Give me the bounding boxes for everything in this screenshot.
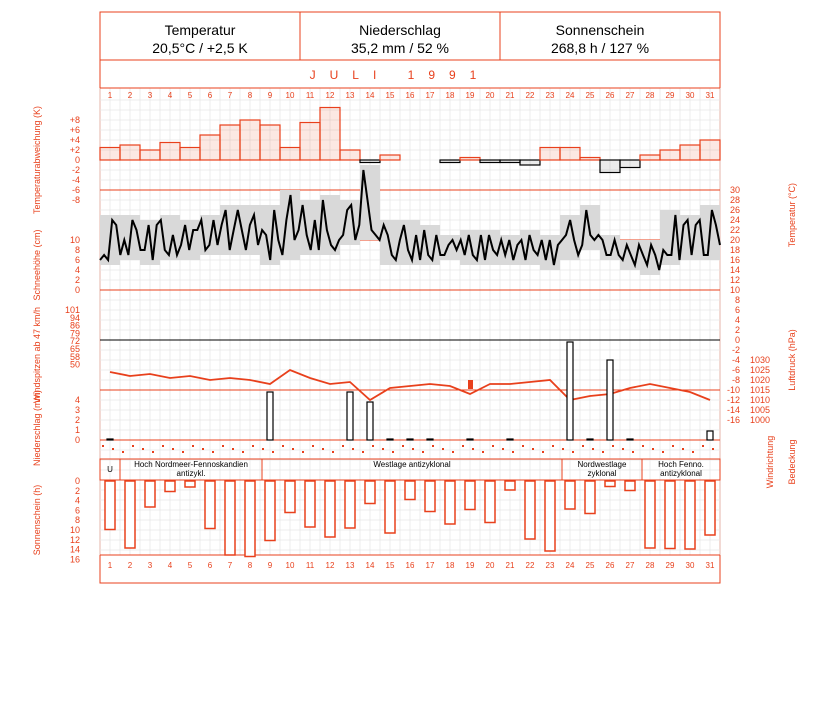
tick-temperature: 12 <box>729 275 740 285</box>
tick-wind: 79 <box>69 328 80 339</box>
tick-precip: 4 <box>74 395 80 405</box>
weather-type-label: Nordwestlage zyklonal <box>577 460 627 478</box>
tick-temp-low: 4 <box>734 315 740 325</box>
day-label: 9 <box>267 91 273 100</box>
tick-temp-low: -16 <box>726 415 740 425</box>
day-label: 22 <box>525 561 535 570</box>
day-label: 6 <box>207 91 213 100</box>
day-label: 10 <box>285 561 295 570</box>
cloud-cover-dot <box>642 445 644 447</box>
axis-label-sun: Sonnenschein (h) <box>32 484 42 556</box>
day-label: 28 <box>645 91 655 100</box>
day-label: 16 <box>405 91 415 100</box>
cloud-cover-dot <box>392 451 394 453</box>
header-temperature-value: 20,5°C / +2,5 K <box>152 40 248 56</box>
day-label: 12 <box>325 91 335 100</box>
cloud-cover-dot <box>592 448 594 450</box>
temp-anomaly-bar <box>320 108 340 161</box>
tick-sun: 16 <box>69 554 80 565</box>
day-label: 26 <box>605 91 615 100</box>
cloud-cover-dot <box>102 445 104 447</box>
day-label: 31 <box>705 91 715 100</box>
axis-label-snow: Schneehöhe (cm) <box>32 229 42 301</box>
cloud-cover-dot <box>242 451 244 453</box>
precipitation-bar <box>347 392 353 440</box>
tick-wind: 94 <box>69 312 80 323</box>
cloud-cover-dot <box>402 445 404 447</box>
day-label: 25 <box>585 91 595 100</box>
temp-anomaly-bar <box>380 155 400 160</box>
cloud-cover-dot <box>332 451 334 453</box>
cloud-cover-dot <box>192 445 194 447</box>
tick-wind: 50 <box>69 359 80 370</box>
cloud-cover-dot <box>572 451 574 453</box>
cloud-cover-dot <box>262 448 264 450</box>
cloud-cover-dot <box>212 451 214 453</box>
sunshine-bar <box>165 481 175 492</box>
precipitation-bar <box>627 439 633 440</box>
cloud-cover-dot <box>382 448 384 450</box>
day-label: 13 <box>345 561 355 570</box>
header-sunshine-value: 268,8 h / 127 % <box>550 40 650 56</box>
axis-label-temp-anomaly: Temperaturabweichung (K) <box>32 105 42 215</box>
day-label: 2 <box>127 91 133 100</box>
cloud-cover-dot <box>182 451 184 453</box>
cloud-cover-dot <box>302 451 304 453</box>
cloud-cover-dot <box>322 448 324 450</box>
day-label: 18 <box>445 91 455 100</box>
day-label: 4 <box>167 91 173 100</box>
tick-temperature: 10 <box>729 285 740 295</box>
day-label: 1 <box>107 561 113 570</box>
tick-snow: 4 <box>74 265 80 275</box>
tick-sun: 8 <box>74 515 80 526</box>
tick-temp-low: -14 <box>726 405 740 415</box>
sunshine-bar <box>285 481 295 513</box>
cloud-cover-dot <box>412 448 414 450</box>
day-label: 19 <box>465 561 475 570</box>
sunshine-bar <box>505 481 515 490</box>
cloud-cover-dot <box>692 451 694 453</box>
tick-temperature: 18 <box>729 245 740 255</box>
day-label: 30 <box>685 561 695 570</box>
day-label: 6 <box>207 561 213 570</box>
axis-label-cloud-cover: Bedeckung <box>787 439 797 485</box>
day-label: 31 <box>705 561 715 570</box>
cloud-cover-dot <box>632 451 634 453</box>
temp-anomaly-bar <box>680 145 700 160</box>
temp-anomaly-bar <box>520 160 540 165</box>
day-label: 22 <box>525 91 535 100</box>
day-label: 10 <box>285 91 295 100</box>
day-label: 8 <box>247 561 253 570</box>
day-label: 14 <box>365 561 375 570</box>
sunshine-bar <box>205 481 215 529</box>
sunshine-bar <box>665 481 675 549</box>
cloud-cover-dot <box>672 445 674 447</box>
day-label: 7 <box>227 561 233 570</box>
cloud-cover-dot <box>492 445 494 447</box>
day-label: 20 <box>485 91 495 100</box>
sunshine-bar <box>325 481 335 537</box>
cloud-cover-dot <box>112 448 114 450</box>
sunshine-bar <box>645 481 655 548</box>
cloud-cover-dot <box>272 451 274 453</box>
tick-temp-low: -6 <box>731 365 740 375</box>
tick-snow: 8 <box>74 245 80 255</box>
header-precipitation-label: Niederschlag <box>359 22 441 38</box>
cloud-cover-dot <box>512 451 514 453</box>
temp-anomaly-bar <box>300 123 320 161</box>
tick-temp-low: 6 <box>734 305 740 315</box>
weather-type-label: U <box>107 465 113 474</box>
tick-pressure: 1025 <box>749 365 770 375</box>
tick-anomaly: 0 <box>74 155 80 165</box>
day-label: 8 <box>247 91 253 100</box>
temp-anomaly-bar <box>220 125 240 160</box>
day-label: 25 <box>585 561 595 570</box>
cloud-cover-dot <box>662 451 664 453</box>
day-label: 15 <box>385 91 395 100</box>
cloud-cover-dot <box>712 448 714 450</box>
tick-temperature: 20 <box>729 235 740 245</box>
tick-precip: 3 <box>74 405 80 415</box>
day-label: 29 <box>665 91 675 100</box>
cloud-cover-dot <box>362 451 364 453</box>
sunshine-bar <box>625 481 635 491</box>
cloud-cover-dot <box>542 451 544 453</box>
axis-label-precip: Niederschlag (mm) <box>32 389 42 467</box>
temp-anomaly-bar <box>480 160 500 163</box>
cloud-cover-dot <box>532 448 534 450</box>
day-label: 27 <box>625 91 635 100</box>
temp-anomaly-bar <box>240 120 260 160</box>
temp-anomaly-bar <box>560 148 580 161</box>
sunshine-bar <box>565 481 575 509</box>
day-label: 27 <box>625 561 635 570</box>
day-label: 21 <box>505 561 515 570</box>
sunshine-bar <box>125 481 135 548</box>
temp-anomaly-bar <box>260 125 280 160</box>
tick-anomaly: -6 <box>71 185 80 195</box>
cloud-cover-dot <box>502 448 504 450</box>
tick-pressure: 1020 <box>749 375 770 385</box>
tick-wind: 58 <box>69 351 80 362</box>
day-label: 17 <box>425 91 435 100</box>
tick-temperature: 22 <box>729 225 740 235</box>
tick-anomaly: +4 <box>69 135 80 145</box>
temp-anomaly-bar <box>540 148 560 161</box>
tick-pressure: 1010 <box>749 395 770 405</box>
temp-anomaly-bar <box>460 158 480 161</box>
day-label: 24 <box>565 561 575 570</box>
weather-type-label: Westlage antizyklonal <box>373 460 451 469</box>
sunshine-bar <box>145 481 155 507</box>
day-label: 26 <box>605 561 615 570</box>
sunshine-bar <box>465 481 475 510</box>
day-label: 11 <box>305 91 315 100</box>
precipitation-bar <box>367 402 373 440</box>
tick-anomaly: +6 <box>69 125 80 135</box>
day-label: 14 <box>365 91 375 100</box>
temp-anomaly-bar <box>120 145 140 160</box>
tick-snow: 6 <box>74 255 80 265</box>
tick-anomaly: -4 <box>71 175 80 185</box>
cloud-cover-dot <box>602 451 604 453</box>
tick-sun: 0 <box>74 476 80 486</box>
sunshine-bar <box>685 481 695 549</box>
sunshine-bar <box>365 481 375 504</box>
tick-snow: 0 <box>74 285 80 295</box>
tick-anomaly: +8 <box>69 115 80 125</box>
sunshine-bar <box>445 481 455 524</box>
sunshine-bar <box>545 481 555 551</box>
day-label: 1 <box>107 91 113 100</box>
tick-snow: 10 <box>69 235 80 245</box>
temp-anomaly-bar <box>600 160 620 173</box>
tick-sun: 6 <box>74 505 80 516</box>
sunshine-bar <box>585 481 595 514</box>
weather-type-label: Hoch Fenno. antizyklonal <box>658 460 704 478</box>
precipitation-bar <box>107 439 113 440</box>
precipitation-bar <box>587 439 593 440</box>
tick-temp-low: -8 <box>731 375 740 385</box>
sunshine-bar <box>705 481 715 535</box>
cloud-cover-dot <box>682 448 684 450</box>
day-label: 24 <box>565 91 575 100</box>
sunshine-bar <box>425 481 435 512</box>
cloud-cover-dot <box>352 448 354 450</box>
sunshine-bar <box>385 481 395 533</box>
cloud-cover-dot <box>122 451 124 453</box>
cloud-cover-dot <box>482 451 484 453</box>
tick-anomaly: +2 <box>69 145 80 155</box>
cloud-cover-dot <box>622 448 624 450</box>
tick-precip: 2 <box>74 415 80 425</box>
cloud-cover-dot <box>162 445 164 447</box>
temp-anomaly-bar <box>160 143 180 161</box>
tick-temp-low: 8 <box>734 295 740 305</box>
temp-anomaly-bar <box>500 160 520 163</box>
day-label: 2 <box>127 561 133 570</box>
sunshine-bar <box>105 481 115 530</box>
header-precipitation-value: 35,2 mm / 52 % <box>350 40 450 56</box>
day-label: 11 <box>305 561 315 570</box>
tick-wind: 65 <box>69 344 80 354</box>
tick-pressure: 1030 <box>749 355 770 365</box>
temp-anomaly-bar <box>620 160 640 168</box>
precipitation-bar <box>427 439 433 440</box>
tick-temp-low: 2 <box>734 325 740 335</box>
tick-temperature: 24 <box>729 215 740 225</box>
cloud-cover-dot <box>442 448 444 450</box>
cloud-cover-dot <box>612 445 614 447</box>
tick-temp-low: 0 <box>734 335 740 345</box>
cloud-cover-dot <box>282 445 284 447</box>
cloud-cover-dot <box>312 445 314 447</box>
cloud-cover-dot <box>432 445 434 447</box>
tick-wind: 101 <box>64 305 80 315</box>
header-temperature-label: Temperatur <box>164 22 236 38</box>
temp-anomaly-bar <box>360 160 380 163</box>
temp-anomaly-bar <box>580 158 600 161</box>
cloud-cover-dot <box>292 448 294 450</box>
cloud-cover-dot <box>452 451 454 453</box>
tick-anomaly: -8 <box>71 195 80 205</box>
tick-temp-low: -12 <box>726 395 740 405</box>
temp-anomaly-bar <box>440 160 460 163</box>
precipitation-bar <box>707 431 713 440</box>
tick-temperature: 14 <box>729 265 740 275</box>
cloud-cover-dot <box>472 448 474 450</box>
precipitation-bar <box>407 439 413 440</box>
day-label: 4 <box>167 561 173 570</box>
sunshine-bar <box>225 481 235 555</box>
day-label: 23 <box>545 561 555 570</box>
day-label: 7 <box>227 91 233 100</box>
sunshine-bar <box>245 481 255 557</box>
tick-temp-low: -4 <box>731 355 740 365</box>
day-label: 15 <box>385 561 395 570</box>
cloud-cover-dot <box>422 451 424 453</box>
axis-ticks <box>65 91 770 570</box>
tick-pressure: 1000 <box>749 415 770 425</box>
axis-label-wind-direction: Windrichtung <box>765 435 775 489</box>
tick-wind: 86 <box>69 320 80 331</box>
tick-sun: 4 <box>74 495 80 506</box>
temp-anomaly-bar <box>140 150 160 160</box>
tick-wind: 72 <box>69 336 80 347</box>
day-label: 19 <box>465 91 475 100</box>
cloud-cover-dot <box>252 445 254 447</box>
tick-temp-low: -10 <box>726 385 740 395</box>
sunshine-bar <box>185 481 195 487</box>
tick-sun: 10 <box>69 525 80 535</box>
day-label: 30 <box>685 91 695 100</box>
temp-anomaly-bar <box>340 150 360 160</box>
day-label: 16 <box>405 561 415 570</box>
precipitation-bar <box>607 360 613 440</box>
sunshine-bar <box>605 481 615 487</box>
sunshine-bar <box>305 481 315 527</box>
cloud-cover-dot <box>232 448 234 450</box>
day-label: 3 <box>147 91 153 100</box>
cloud-cover-dot <box>652 448 654 450</box>
sunshine-bar <box>345 481 355 528</box>
axis-label-wind: Windspitzen ab 47 km/h <box>32 306 42 404</box>
cloud-cover-dot <box>462 445 464 447</box>
tick-snow: 2 <box>74 275 80 285</box>
weather-type-label: Hoch Nordmeer-Fennoskandien antizykl. <box>134 460 248 478</box>
temp-anomaly-bar <box>280 148 300 161</box>
cloud-cover-dot <box>702 445 704 447</box>
temp-anomaly-bar <box>660 150 680 160</box>
day-label: 17 <box>425 561 435 570</box>
day-label: 21 <box>505 91 515 100</box>
cloud-cover-dot <box>172 448 174 450</box>
day-label: 3 <box>147 561 153 570</box>
weather-type-strip <box>100 459 720 480</box>
axis-label-pressure: Luftdruck (hPa) <box>787 329 797 391</box>
day-label: 12 <box>325 561 335 570</box>
tick-temperature: 30 <box>729 185 740 195</box>
tick-sun: 12 <box>69 534 80 545</box>
precipitation-bar <box>467 439 473 440</box>
wind-gust-marker <box>468 380 473 389</box>
precipitation-bar <box>507 439 513 440</box>
day-label: 13 <box>345 91 355 100</box>
header-sunshine-label: Sonnenschein <box>555 22 645 38</box>
sunshine-bar <box>525 481 535 539</box>
tick-anomaly: -2 <box>71 165 80 175</box>
cloud-cover-dot <box>522 445 524 447</box>
temp-anomaly-bar <box>700 140 720 160</box>
temp-anomaly-bar <box>180 148 200 161</box>
tick-temperature: 26 <box>729 205 740 215</box>
axis-label-temperature: Temperatur (°C) <box>787 182 797 248</box>
tick-sun: 14 <box>69 544 80 555</box>
cloud-cover-dot <box>552 445 554 447</box>
day-label: 5 <box>187 91 193 100</box>
tick-temperature: 16 <box>729 255 740 265</box>
month-label: JULI 1991 <box>309 68 491 82</box>
day-label: 29 <box>665 561 675 570</box>
tick-temperature: 28 <box>729 195 740 205</box>
temp-anomaly-bar <box>640 155 660 160</box>
sunshine-bar <box>405 481 415 500</box>
sunshine-bar <box>485 481 495 523</box>
precipitation-bar <box>567 342 573 440</box>
cloud-cover-dot <box>342 445 344 447</box>
cloud-cover-dot <box>582 445 584 447</box>
temp-anomaly-bar <box>200 135 220 160</box>
day-label: 18 <box>445 561 455 570</box>
day-label: 20 <box>485 561 495 570</box>
tick-temp-low: -2 <box>731 345 740 355</box>
cloud-cover-dot <box>222 445 224 447</box>
cloud-cover-dot <box>142 448 144 450</box>
precipitation-bar <box>387 439 393 440</box>
tick-precip: 1 <box>74 425 80 435</box>
tick-pressure: 1015 <box>749 385 770 395</box>
cloud-cover-dot <box>202 448 204 450</box>
day-label: 28 <box>645 561 655 570</box>
day-label: 5 <box>187 561 193 570</box>
day-label: 9 <box>267 561 273 570</box>
temp-anomaly-bar <box>100 148 120 161</box>
tick-precip: 0 <box>74 435 80 445</box>
precipitation-bar <box>267 392 273 440</box>
cloud-cover-dot <box>132 445 134 447</box>
cloud-cover-dot <box>372 445 374 447</box>
tick-pressure: 1005 <box>749 405 770 415</box>
cloud-cover-dot <box>152 451 154 453</box>
chart-grid <box>100 60 720 583</box>
cloud-cover-dot <box>562 448 564 450</box>
sunshine-bar <box>265 481 275 541</box>
day-label: 23 <box>545 91 555 100</box>
tick-sun: 2 <box>74 485 80 496</box>
